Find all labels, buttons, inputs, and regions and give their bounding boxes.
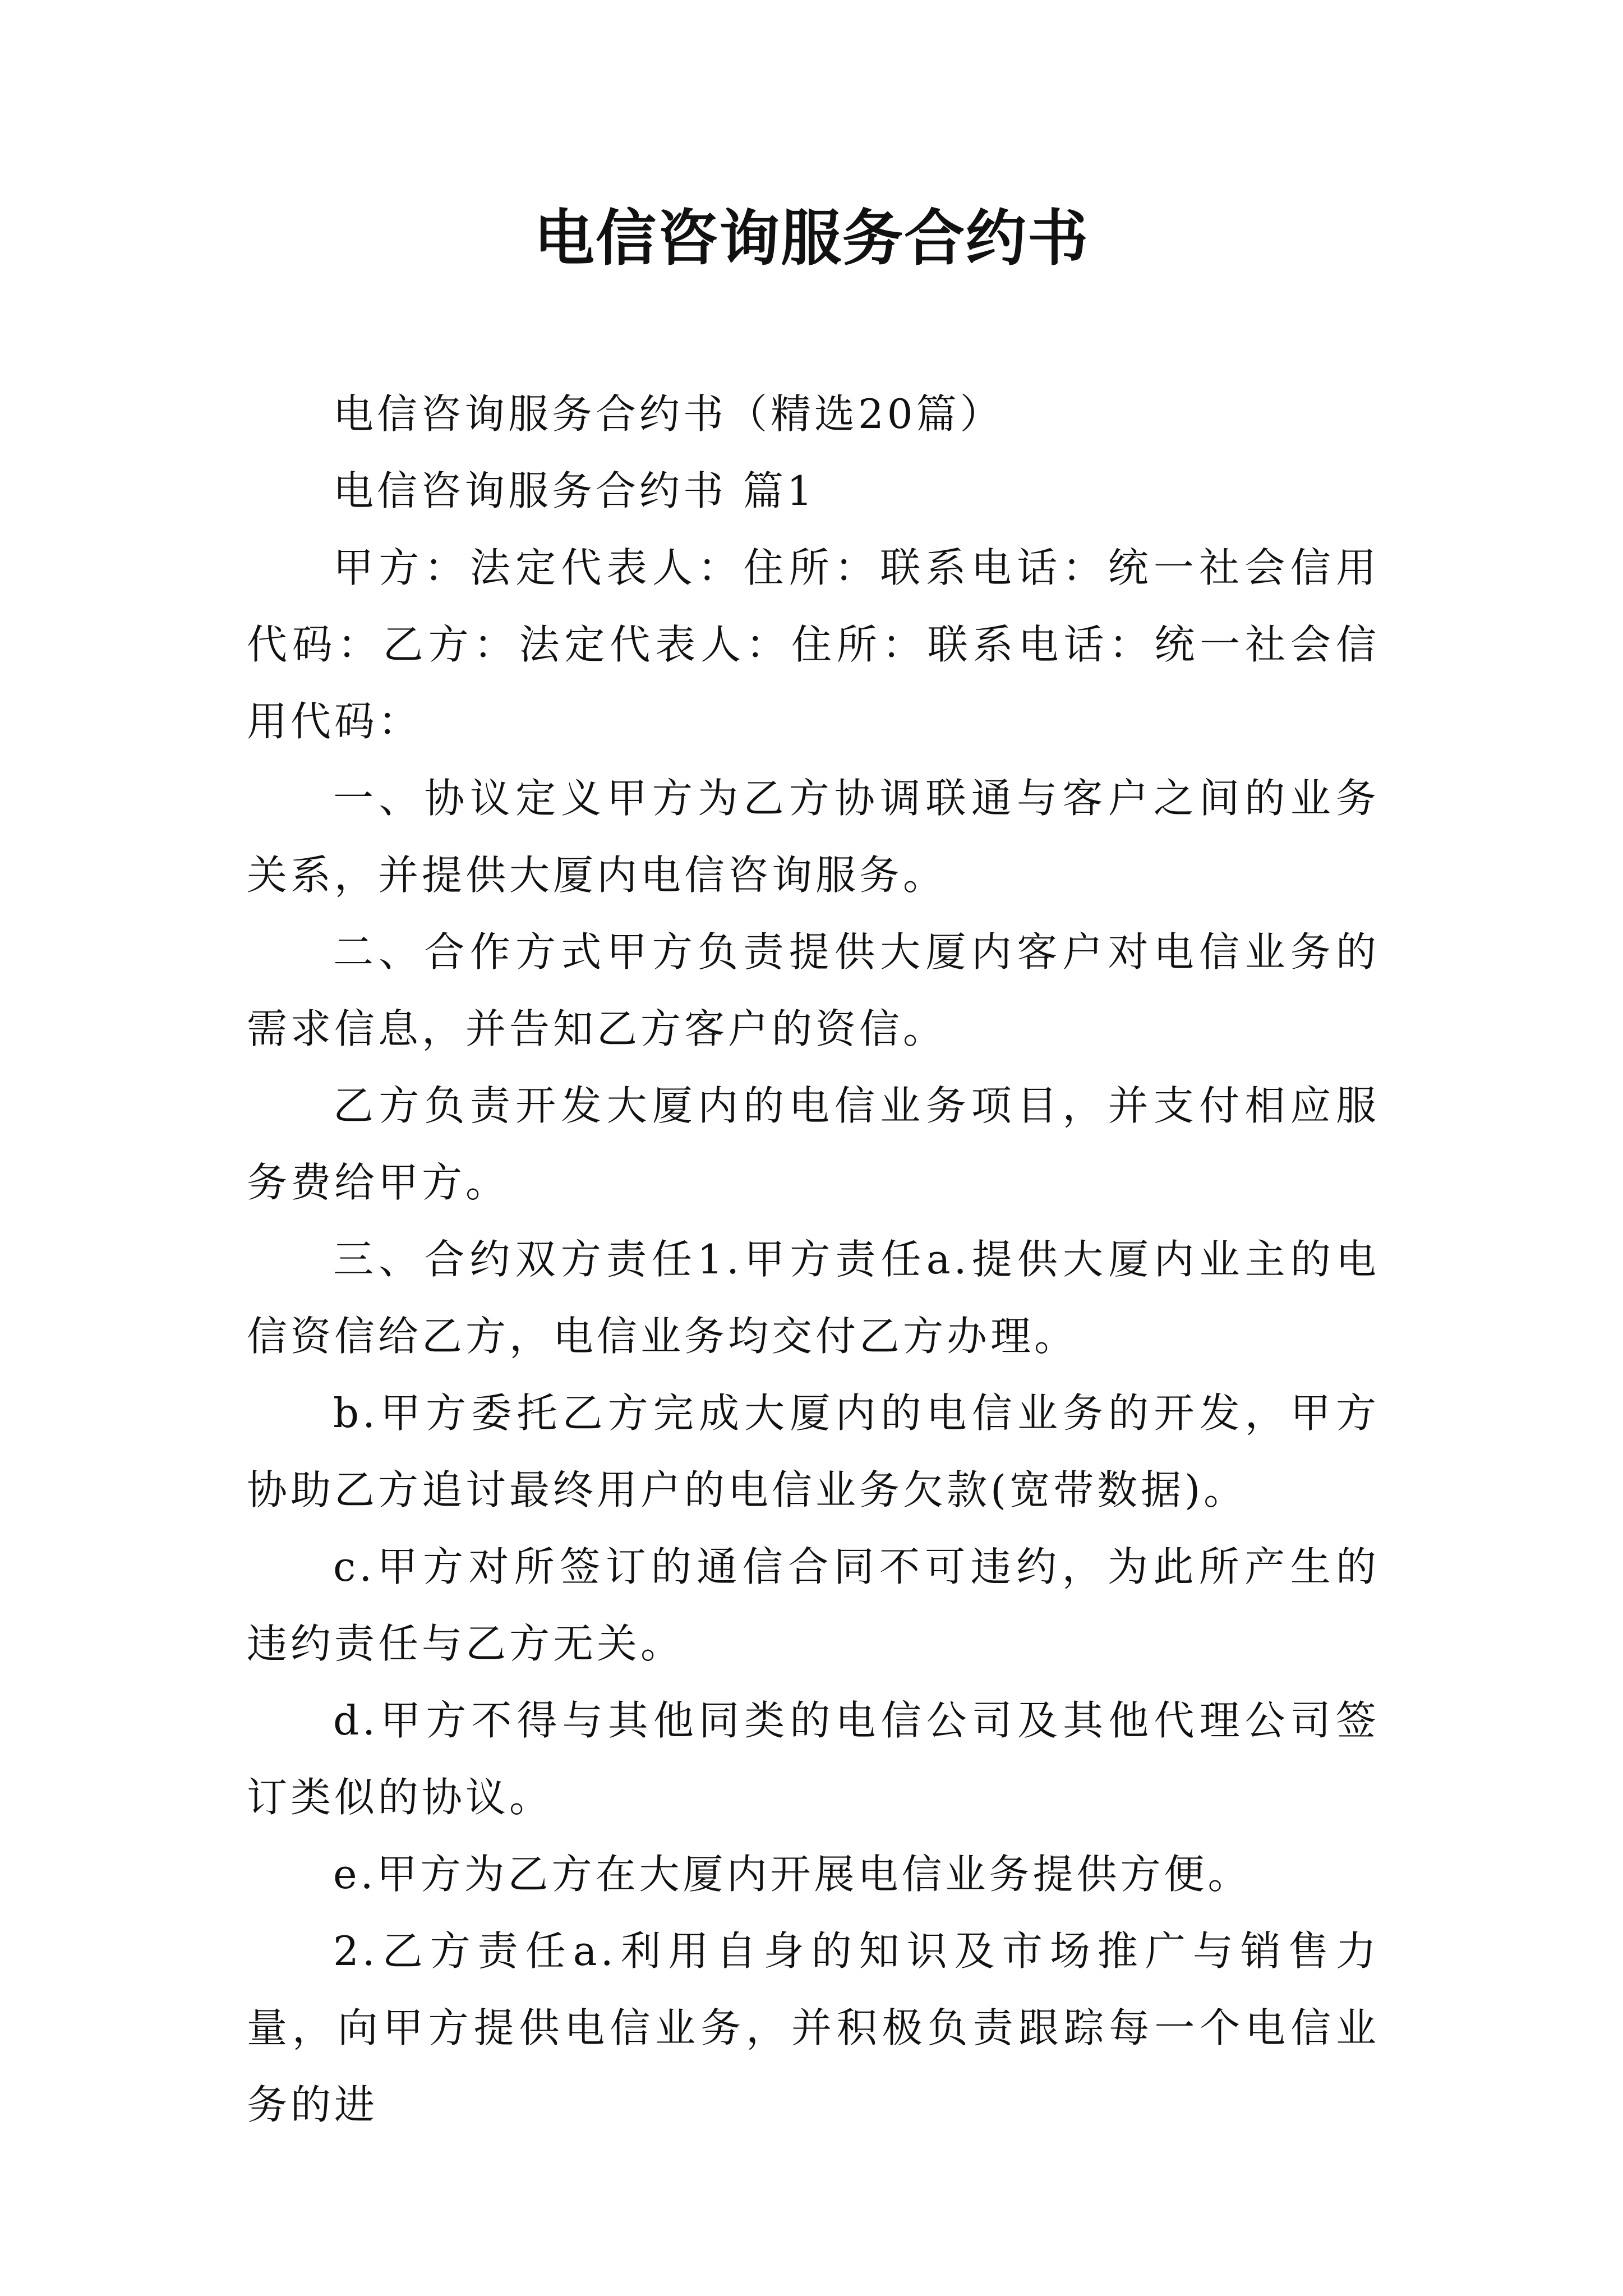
paragraph-clause-b: b.甲方委托乙方完成大厦内的电信业务的开发，甲方协助乙方追讨最终用户的电信业务欠款(宽带数据)。 (247, 1389, 1380, 1513)
paragraph-responsibilities: 三、合约双方责任1.甲方责任a.提供大厦内业主的电信资信给乙方，电信业务均交付乙方办理。 (247, 1236, 1380, 1360)
paragraph-clause-c: c.甲方对所签订的通信合同不可违约，为此所产生的违约责任与乙方无关。 (247, 1543, 1380, 1667)
paragraph-parties: 甲方：法定代表人：住所：联系电话：统一社会信用代码：乙方：法定代表人：住所：联系电话：统一社会信用代码： (247, 544, 1380, 745)
paragraph-party-b-responsibility: 2.乙方责任a.利用自身的知识及市场推广与销售力量，向甲方提供电信业务，并积极负责跟踪每一个电信业务的进 (247, 1927, 1380, 2128)
paragraph-clause-d: d.甲方不得与其他同类的电信公司及其他代理公司签订类似的协议。 (247, 1697, 1380, 1821)
paragraph-collection-title: 电信咨询服务合约书（精选20篇） (333, 390, 1004, 438)
document-body (247, 376, 1380, 2143)
paragraph-clause-e: e.甲方为乙方在大厦内开展电信业务提供方便。 (333, 1851, 1252, 1898)
paragraph-cooperation: 二、合作方式甲方负责提供大厦内客户对电信业务的需求信息，并告知乙方客户的资信。 (247, 928, 1380, 1052)
document-title: 电信咨询服务合约书 (533, 203, 1089, 274)
paragraph-definition: 一、协议定义甲方为乙方协调联通与客户之间的业务关系，并提供大厦内电信咨询服务。 (247, 775, 1380, 899)
paragraph-section-heading: 电信咨询服务合约书 篇1 (333, 467, 816, 514)
paragraph-party-b-duty: 乙方负责开发大厦内的电信业务项目，并支付相应服务费给甲方。 (247, 1082, 1380, 1206)
